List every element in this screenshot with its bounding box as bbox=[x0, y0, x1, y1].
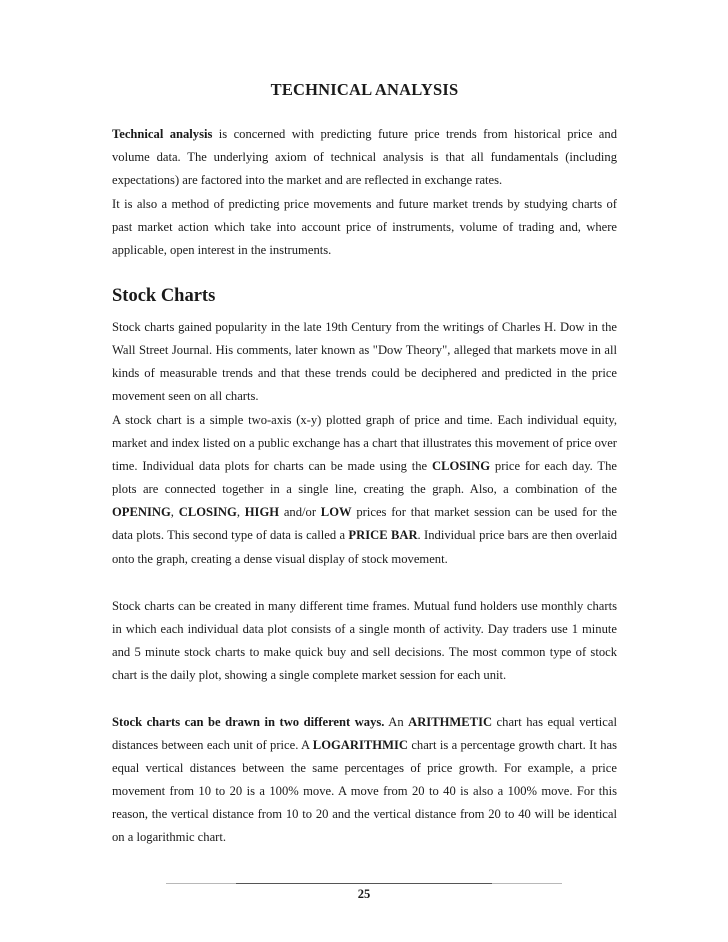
page-number: 25 bbox=[357, 887, 371, 901]
bold-term: LOGARITHMIC bbox=[312, 738, 408, 753]
bold-term: CLOSING bbox=[178, 505, 237, 520]
stock-charts-paragraph-2 bbox=[112, 409, 617, 571]
intro-paragraph-2: It is also a method of predicting price movements and future market trends by studying charts of past market action which take into account price of instruments, volume of trading and, where applicable, open interest in the instruments. bbox=[112, 197, 617, 258]
text-run: A stock chart is a simple two-axis (x-y) plotted graph of price and time. Each individual equity, market and index listed on a public exchange has a chart that illustrates this movement of price over time. Individual data plots for charts can be made using the bbox=[112, 413, 617, 474]
section-heading-stock-charts: Stock Charts bbox=[112, 286, 216, 306]
footer-divider-accent bbox=[236, 883, 492, 884]
bold-term: LOW bbox=[320, 505, 352, 520]
bold-term: HIGH bbox=[244, 505, 280, 520]
lead-term: Technical analysis bbox=[112, 127, 213, 141]
intro-text-1: is concerned with predicting future price trends from historical price and volume data. The underlying axiom of technical analysis is that all fundamentals (including expectations) are factored into the market and are reflected in exchange rates. bbox=[112, 127, 617, 188]
text-run: chart has equal vertical distances between each unit of price. A bbox=[112, 715, 617, 753]
text-run: and/or bbox=[279, 505, 321, 520]
bold-term: OPENING bbox=[112, 505, 171, 520]
stock-charts-paragraph-3: Stock charts can be created in many different time frames. Mutual fund holders use monthly charts in which each individual data plot consists of a single month of activity. Day traders use 1 minute and 5 minute stock charts to make quick buy and sell decisions. The most common type of stock chart is the daily plot, showing a single complete market session for each unit. bbox=[112, 599, 617, 683]
page-title: TECHNICAL ANALYSIS bbox=[270, 80, 459, 99]
text-run: prices for that market session can be used for the data plots. This second type of data is called a bbox=[112, 505, 617, 543]
intro-paragraph-1 bbox=[112, 123, 617, 192]
bold-term: ARITHMETIC bbox=[408, 715, 493, 729]
stock-charts-paragraph-4 bbox=[112, 711, 617, 850]
bold-lead: Stock charts can be drawn in two different ways. bbox=[112, 715, 385, 729]
bold-term: PRICE BAR bbox=[348, 528, 418, 543]
stock-charts-paragraph-1: Stock charts gained popularity in the late 19th Century from the writings of Charles H. Dow in the Wall Street Journal. His comments, later known as "Dow Theory", alleged that markets move in all kinds of measurable trends and that these trends could be deciphered and predicted in the price movement seen on all charts. bbox=[112, 320, 617, 404]
text-run: chart is a percentage growth chart. It has equal vertical distances between the same percentages of price growth. For example, a price movement from 10 to 20 is a 100% move. A move from 20 to 40 is also a 100% move. For this reason, the vertical distance from 10 to 20 and the vertical distance from 20 to 40 will be identical on a logarithmic chart. bbox=[112, 738, 617, 845]
text-run: price for each day. The plots are connected together in a single line, creating the graph. Also, a combination of the bbox=[112, 459, 617, 497]
text-run: , bbox=[170, 505, 179, 520]
text-run: . Individual price bars are then overlaid onto the graph, creating a dense visual display of stock movement. bbox=[112, 528, 618, 566]
bold-term: CLOSING bbox=[431, 459, 491, 474]
text-run: An bbox=[384, 715, 409, 729]
text-run: , bbox=[236, 505, 245, 520]
